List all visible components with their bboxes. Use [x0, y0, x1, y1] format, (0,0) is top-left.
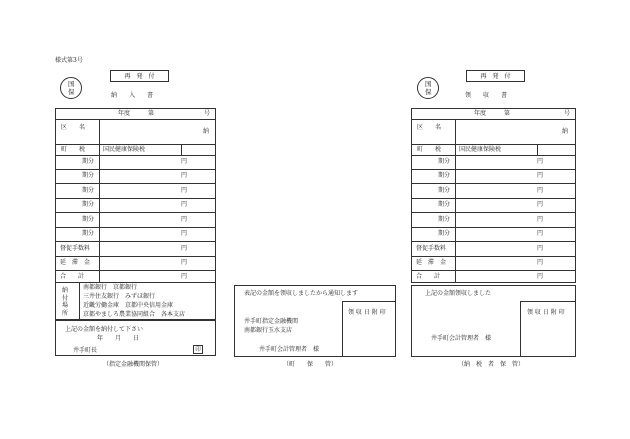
- yen-mark: 円: [537, 172, 544, 179]
- yen-mark: 円: [181, 187, 188, 194]
- period-label: 期分: [82, 158, 95, 165]
- receipt-table: [411, 108, 576, 283]
- seal-top-char: 国: [425, 80, 432, 88]
- seal-top-char: 国: [68, 80, 75, 88]
- yen-mark: 円: [537, 230, 544, 237]
- yen-mark: 円: [537, 201, 544, 208]
- seal-mark-box: [193, 345, 203, 354]
- yen-mark: 円: [181, 158, 188, 165]
- yen-mark: 円: [537, 259, 544, 266]
- period-label: 期分: [82, 216, 95, 223]
- bank-line: 南都銀行 京都銀行: [83, 284, 138, 291]
- reissue-box-left: [110, 70, 169, 82]
- payment-slip-title: 納 入 書: [111, 92, 154, 99]
- bank-line: 近畿労働金庫 京都中央信用金庫: [83, 302, 174, 309]
- yen-mark: 円: [181, 172, 188, 179]
- period-label: 期分: [438, 187, 451, 194]
- received-statement: 上記の金額領収しました: [425, 290, 492, 297]
- payment-statement-box: [55, 320, 216, 356]
- reissue-label: 再 発 付: [480, 73, 511, 80]
- total-label: 合 計: [416, 273, 441, 280]
- notice-text: 表記の金額を領収しましたから通知します: [244, 290, 359, 297]
- delinquency-fee-label: 督促手数料: [60, 245, 91, 252]
- yen-mark: 円: [537, 158, 544, 165]
- town-tax-label: 町 税: [417, 146, 442, 153]
- late-fee-label: 延 滞 金: [416, 259, 447, 266]
- yen-mark: 円: [181, 259, 188, 266]
- receipt-title: 領 収 書: [465, 92, 508, 99]
- number-label-suffix: 号: [204, 110, 211, 117]
- payment-statement: 上記の金額を納付して下さい: [65, 326, 144, 333]
- period-label: 期分: [82, 187, 95, 194]
- period-label: 期分: [438, 230, 451, 237]
- yen-mark: 円: [181, 230, 188, 237]
- yen-mark: 円: [181, 273, 188, 280]
- bank-branch-label: 南都銀行玉水支店: [244, 327, 293, 334]
- seal-circle-left: [60, 77, 82, 99]
- seal-bottom-char: 保: [68, 88, 75, 96]
- middle-footer: （町 保 管）: [283, 361, 338, 368]
- payment-table: [55, 108, 216, 283]
- left-footer: （指定金融機関保管）: [103, 361, 164, 368]
- tax-name: 国民健康保険税: [459, 146, 502, 153]
- yen-mark: 円: [537, 216, 544, 223]
- notice-box: [234, 285, 396, 357]
- seal-mark: 印: [195, 346, 201, 353]
- form-number: 様式第3号: [55, 57, 83, 64]
- bank-line: 京都やましろ農業協同組合 各本支店: [83, 311, 186, 318]
- date-fields: 年 月 日: [97, 335, 140, 342]
- right-footer: （納 税 者 保 管）: [458, 361, 525, 368]
- stamp-label: 領 収 日 附 印: [527, 309, 565, 316]
- period-label: 期分: [438, 216, 451, 223]
- town-tax-label: 町 税: [61, 146, 86, 153]
- reissue-label: 再 発 付: [124, 73, 155, 80]
- seal-bottom-char: 保: [425, 88, 432, 96]
- reissue-box-right: [466, 70, 525, 82]
- yen-mark: 円: [537, 245, 544, 252]
- receipt-date-stamp-box: [520, 301, 576, 357]
- yen-mark: 円: [537, 187, 544, 194]
- yen-mark: 円: [181, 216, 188, 223]
- period-label: 期分: [82, 230, 95, 237]
- designated-bank-label: 井手町指定金融機関: [244, 318, 299, 325]
- stamp-label: 領 収 日 附 印: [348, 309, 386, 316]
- number-label-prefix: 第: [148, 110, 155, 117]
- fiscal-year-label: 年度: [118, 110, 131, 117]
- yen-mark: 円: [537, 273, 544, 280]
- treasurer-label: 井手町会計管理者 様: [259, 346, 320, 353]
- number-label-suffix: 号: [564, 110, 571, 117]
- mayor-label: 井手町長: [73, 347, 98, 354]
- payment-place-label: 納付場所: [62, 287, 69, 317]
- yen-mark: 円: [181, 201, 188, 208]
- period-label: 期分: [82, 172, 95, 179]
- nou-char: 納: [562, 128, 569, 135]
- receipt-date-stamp-box: [342, 301, 396, 357]
- delinquency-fee-label: 督促手数料: [416, 245, 447, 252]
- period-label: 期分: [82, 201, 95, 208]
- period-label: 期分: [438, 172, 451, 179]
- tax-name: 国民健康保険税: [103, 146, 146, 153]
- yen-mark: 円: [181, 245, 188, 252]
- late-fee-label: 延 滞 金: [60, 259, 91, 266]
- fiscal-year-label: 年度: [474, 110, 487, 117]
- bank-line: 三井住友銀行 みずほ銀行: [83, 293, 156, 300]
- district-label: 区 名: [61, 124, 86, 131]
- receipt-statement-box: [411, 285, 576, 357]
- payment-place-box: [55, 282, 216, 320]
- nou-char: 納: [203, 128, 210, 135]
- number-label-prefix: 第: [504, 110, 511, 117]
- period-label: 期分: [438, 201, 451, 208]
- seal-circle-right: [417, 77, 439, 99]
- period-label: 期分: [438, 158, 451, 165]
- treasurer-label: 井手町会計管理者 様: [431, 335, 492, 342]
- total-label: 合 計: [60, 273, 85, 280]
- district-label: 区 名: [417, 124, 442, 131]
